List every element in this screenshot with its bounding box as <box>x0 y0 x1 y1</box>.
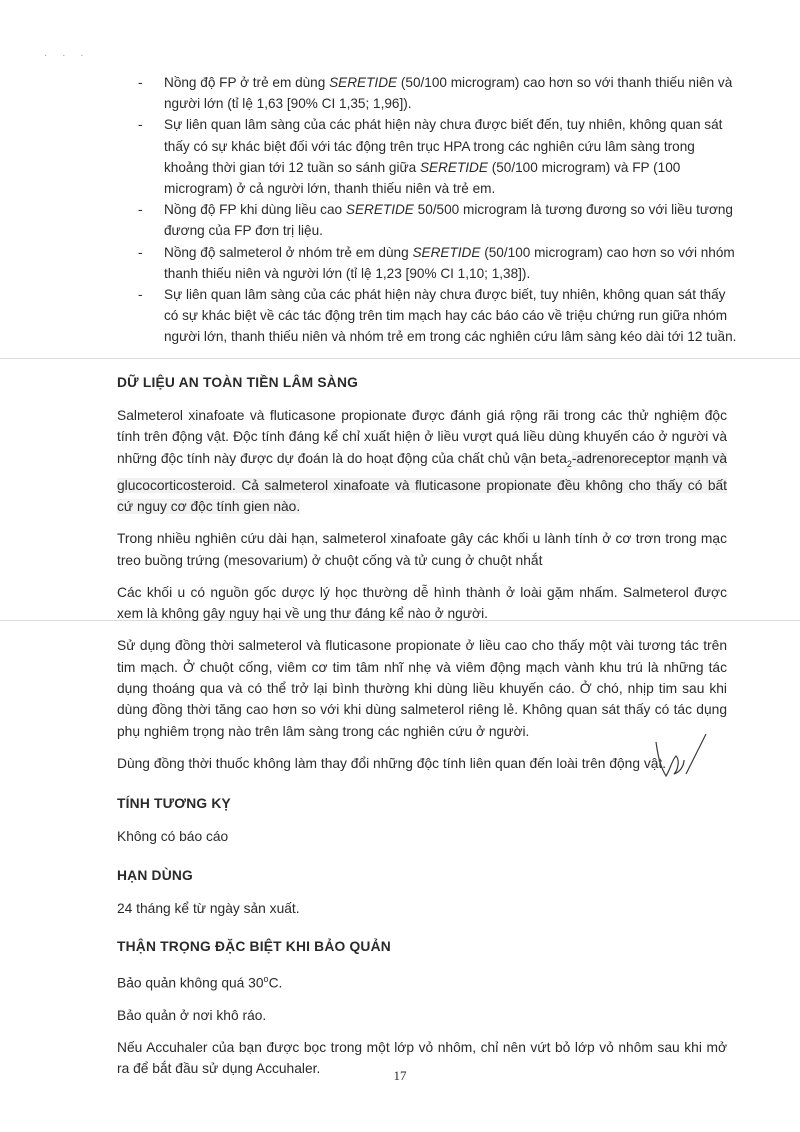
paragraph: 24 tháng kể từ ngày sản xuất. <box>117 900 300 916</box>
pharmacokinetics-bullet-list <box>138 72 738 348</box>
scan-corner-marks: · · · <box>44 50 90 61</box>
paragraph: Salmeterol xinafoate và fluticasone propionate được đánh giá rộng rãi trong các thử nghiệm độc tính trên động vật. Độc tính đáng kể chỉ xuất hiện ở liều vượt quá liều dùng khuyến cáo ở người và những độc tính này được dự đoán là do hoạt động của chất chủ vận beta$_2$-adrenoreceptor mạnh và glucocorticosteroid. Cả salmeterol xinafoate và fluticasone propionate đều không cho thấy có bất cứ nguy cơ độc tính gien nào. <box>117 408 728 514</box>
bullet-item: - Sự liên quan lâm sàng của các phát hiện này chưa được biết đến, tuy nhiên, không quan sát thấy có sự khác biệt đối với tác động trên trục HPA trong các nghiên cứu lâm sàng trong khoảng thời gian tới 12 tuần so sánh giữa SERETIDE (50/100 microgram) và FP (100 microgram) ở cả người lớn, thanh thiếu niên và trẻ em. <box>138 114 738 199</box>
section-heading-preclinical: DỮ LIỆU AN TOÀN TIỀN LÂM SÀNG <box>117 375 359 390</box>
paragraph: Bảo quản không quá 30$^o$C. <box>117 973 283 991</box>
section-heading-incompatibility: TÍNH TƯƠNG KỴ <box>117 796 231 812</box>
page-number: 17 <box>393 1068 407 1083</box>
scan-artifact-line <box>0 358 800 359</box>
section-heading-shelf-life: HẠN DÙNG <box>117 867 193 883</box>
bullet-dash: - <box>138 202 143 218</box>
bullet-item: - Sự liên quan lâm sàng của các phát hiện này chưa được biết, tuy nhiên, không quan sát thấy có sự khác biệt về các tác động trên tim mạch hay các báo cáo về triệu chứng run giữa nhóm người lớn, thanh thiếu niên và nhóm trẻ em trong các nghiên cứu lâm sàng kéo dài tới 12 tuần. <box>138 284 738 348</box>
bullet-item: - Nồng độ FP ở trẻ em dùng SERETIDE (50/100 microgram) cao hơn so với thanh thiếu niên và người lớn (tỉ lệ 1,63 [90% CI 1,35; 1,96]). <box>138 72 738 114</box>
paragraph: Sử dụng đồng thời salmeterol và fluticasone propionate ở liều cao cho thấy một vài tương tác trên tim mạch. Ở chuột cống, viêm cơ tim tâm nhĩ nhẹ và viêm động mạch vành khu trú là những tác dụng thoáng qua và có thể trở lại bình thường khi dùng liều khuyến cáo. Ở chó, nhịp tim sau khi dùng đồng thời tăng cao hơn so với khi dùng salmeterol riêng lẻ. Không quan sát thấy có tác dụng phụ nghiêm trọng nào trên lâm sàng trong các nghiên cứu ở người. <box>117 638 727 739</box>
brand-name: SERETIDE <box>329 75 398 90</box>
paragraph: Trong nhiều nghiên cứu dài hạn, salmeterol xinafoate gây các khối u lành tính ở cơ trơn trong mạc treo buồng trứng (mesovarium) ở chuột cống và tử cung ở chuột nhắt <box>117 531 727 568</box>
bullet-dash: - <box>138 117 143 133</box>
section-heading-storage: THẬN TRỌNG ĐẶC BIỆT KHI BẢO QUẢN <box>117 938 391 954</box>
brand-name: SERETIDE <box>419 159 488 175</box>
main-content <box>117 373 727 1080</box>
paragraph: Dùng đồng thời thuốc không làm thay đổi những độc tính liên quan đến loài trên động vật. <box>117 755 667 771</box>
paragraph: Bảo quản ở nơi khô ráo. <box>117 1007 267 1023</box>
paragraph: Nếu Accuhaler của bạn được bọc trong một lớp vỏ nhôm, chỉ nên vứt bỏ lớp vỏ nhôm sau khi mở ra để bắt đầu sử dụng Accuhaler. <box>117 1039 727 1077</box>
brand-name: SERETIDE <box>345 202 414 218</box>
bullet-item: - Nồng độ salmeterol ở nhóm trẻ em dùng SERETIDE (50/100 microgram) cao hơn so với nhóm thanh thiếu niên và người lớn (tỉ lệ 1,23 [90% CI 1,10; 1,38]). <box>138 242 738 284</box>
brand-name: SERETIDE <box>412 244 481 260</box>
paragraph: Các khối u có nguồn gốc dược lý học thường dễ hình thành ở loài gặm nhấm. Salmeterol được xem là không gây nguy hại về ung thư đáng kể nào ở người. <box>117 584 727 622</box>
bullet-dash: - <box>138 75 143 90</box>
bullet-dash: - <box>138 244 143 260</box>
bullet-item: - Nồng độ FP khi dùng liều cao SERETIDE 50/500 microgram là tương đương so với liều tương đương của FP đơn trị liệu. <box>138 199 738 241</box>
bullet-dash: - <box>138 287 143 303</box>
handwritten-signature <box>650 730 710 790</box>
paragraph: Không có báo cáo <box>117 829 229 845</box>
